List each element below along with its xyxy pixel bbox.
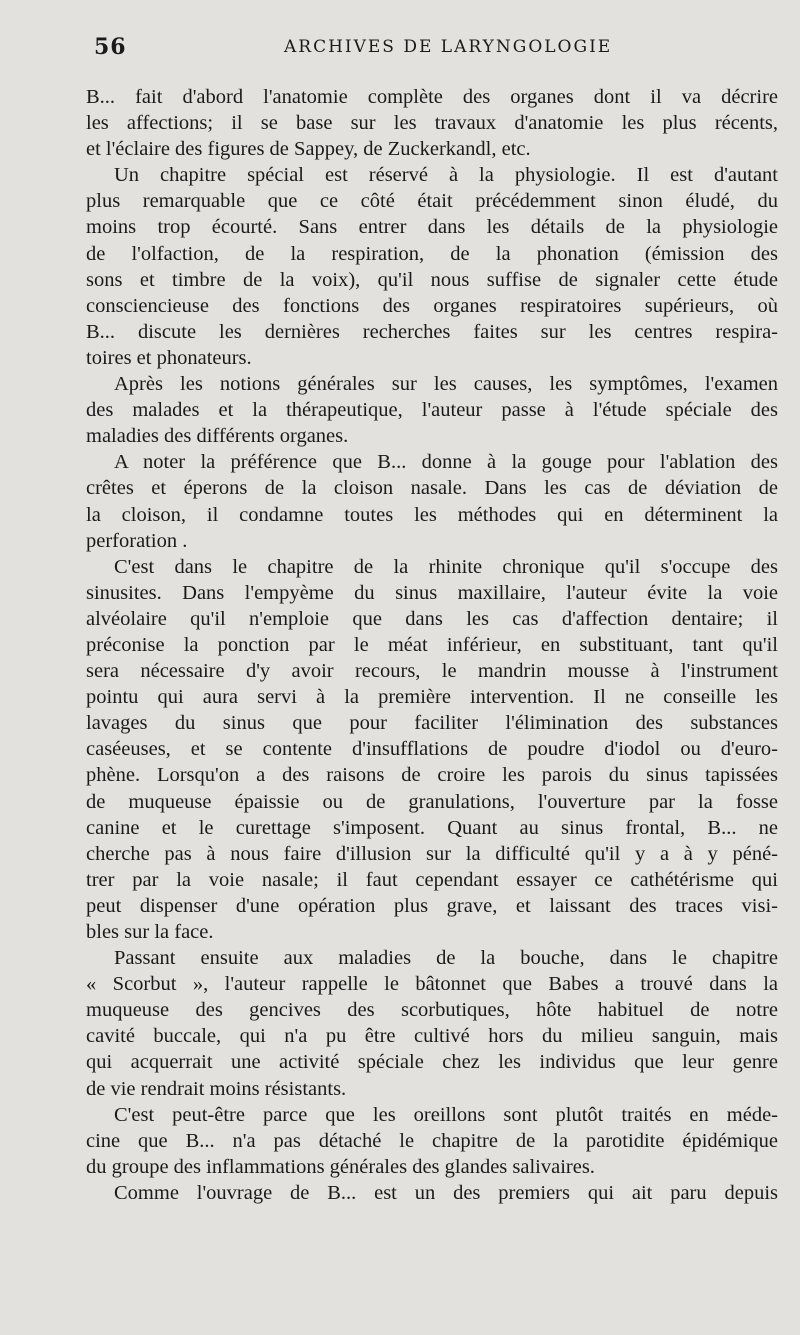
text-line: pointu qui aura servi à la première intervention. Il ne conseille les [86, 686, 778, 709]
text-line: consciencieuse des fonctions des organes respiratoires supérieurs, où [86, 294, 778, 317]
text-line: qui acquerrait une activité spéciale chez les individus que leur genre [86, 1051, 778, 1074]
text-line: C'est peut-être parce que les oreillons sont plutôt traités en méde- [114, 1103, 778, 1126]
text-line: de l'olfaction, de la respiration, de la phonation (émission des [86, 242, 778, 265]
page-header [84, 34, 770, 64]
text-line: des malades et la thérapeutique, l'auteur passe à l'étude spéciale des [86, 399, 778, 422]
text-line: bles sur la face. [86, 921, 214, 943]
running-title: ARCHIVES DE LARYNGOLOGIE [284, 37, 613, 57]
text-line: « Scorbut », l'auteur rappelle le bâtonnet que Babes a trouvé dans la [86, 973, 778, 996]
text-line: maladies des différents organes. [86, 425, 349, 448]
text-line: de vie rendrait moins résistants. [86, 1077, 347, 1100]
text-line: C'est dans le chapitre de la rhinite chronique qu'il s'occupe des [114, 555, 778, 578]
text-line: Comme l'ouvrage de B... est un des premiers qui ait paru depuis [114, 1181, 778, 1204]
text-line: B... discute les dernières recherches faites sur les centres respira- [86, 320, 778, 343]
text-line: peut dispenser d'une opération plus grave, et laissant des traces visi- [86, 894, 778, 917]
text-line: du groupe des inflammations générales des glandes salivaires. [86, 1155, 595, 1178]
text-line: perforation . [86, 529, 188, 552]
text-line: alvéolaire qu'il n'emploie que dans les cas d'affection dentaire; il [86, 607, 778, 630]
text-line: sinusites. Dans l'empyème du sinus maxillaire, l'auteur évite la voie [86, 581, 778, 604]
text-line: trer par la voie nasale; il faut cependant essayer ce cathétérisme qui [86, 868, 778, 891]
text-line: Un chapitre spécial est réservé à la physiologie. Il est d'autant [114, 164, 778, 187]
body-text [86, 84, 778, 1206]
text-line: cavité buccale, qui n'a pu être cultivé hors du milieu sanguin, mais [86, 1025, 778, 1048]
text-line: muqueuse des gencives des scorbutiques, hôte habituel de notre [86, 999, 778, 1022]
text-line: et l'éclaire des figures de Sappey, de Zuckerkandl, etc. [86, 138, 531, 161]
text-line: les affections; il se base sur les travaux d'anatomie les plus récents, [86, 112, 778, 135]
text-line: plus remarquable que ce côté était précédemment sinon éludé, du [86, 190, 778, 213]
text-line: phène. Lorsqu'on a des raisons de croire les parois du sinus tapissées [86, 764, 778, 787]
text-line: A noter la préférence que B... donne à la gouge pour l'ablation des [114, 451, 778, 474]
text-line: cherche pas à nous faire d'illusion sur la difficulté qu'il y a à y péné- [86, 842, 778, 865]
text-line: canine et le curettage s'imposent. Quant au sinus frontal, B... ne [86, 816, 778, 839]
text-line: cine que B... n'a pas détaché le chapitre de la parotidite épidémique [86, 1129, 778, 1152]
text-line: la cloison, il condamne toutes les méthodes qui en déterminent la [86, 503, 778, 526]
text-line: Passant ensuite aux maladies de la bouche, dans le chapitre [114, 947, 778, 970]
text-line: caséeuses, et se contente d'insufflations de poudre d'iodol ou d'euro- [86, 738, 778, 761]
text-line: lavages du sinus que pour faciliter l'élimination des substances [86, 712, 778, 735]
text-line: B... fait d'abord l'anatomie complète des organes dont il va décrire [86, 86, 778, 108]
text-line: sons et timbre de la voix), qu'il nous suffise de signaler cette étude [86, 268, 778, 291]
text-line: préconise la ponction par le méat inférieur, en substituant, tant qu'il [86, 633, 778, 656]
text-line: de muqueuse épaissie ou de granulations, l'ouverture par la fosse [86, 790, 778, 813]
text-line: crêtes et éperons de la cloison nasale. Dans les cas de déviation de [86, 477, 778, 500]
page-number: 56 [94, 34, 127, 60]
text-line: sera nécessaire d'y avoir recours, le mandrin mousse à l'instrument [86, 660, 778, 683]
text-line: Après les notions générales sur les causes, les symptômes, l'examen [114, 373, 778, 396]
text-line: moins trop écourté. Sans entrer dans les détails de la physiologie [86, 216, 778, 239]
text-line: toires et phonateurs. [86, 346, 252, 369]
